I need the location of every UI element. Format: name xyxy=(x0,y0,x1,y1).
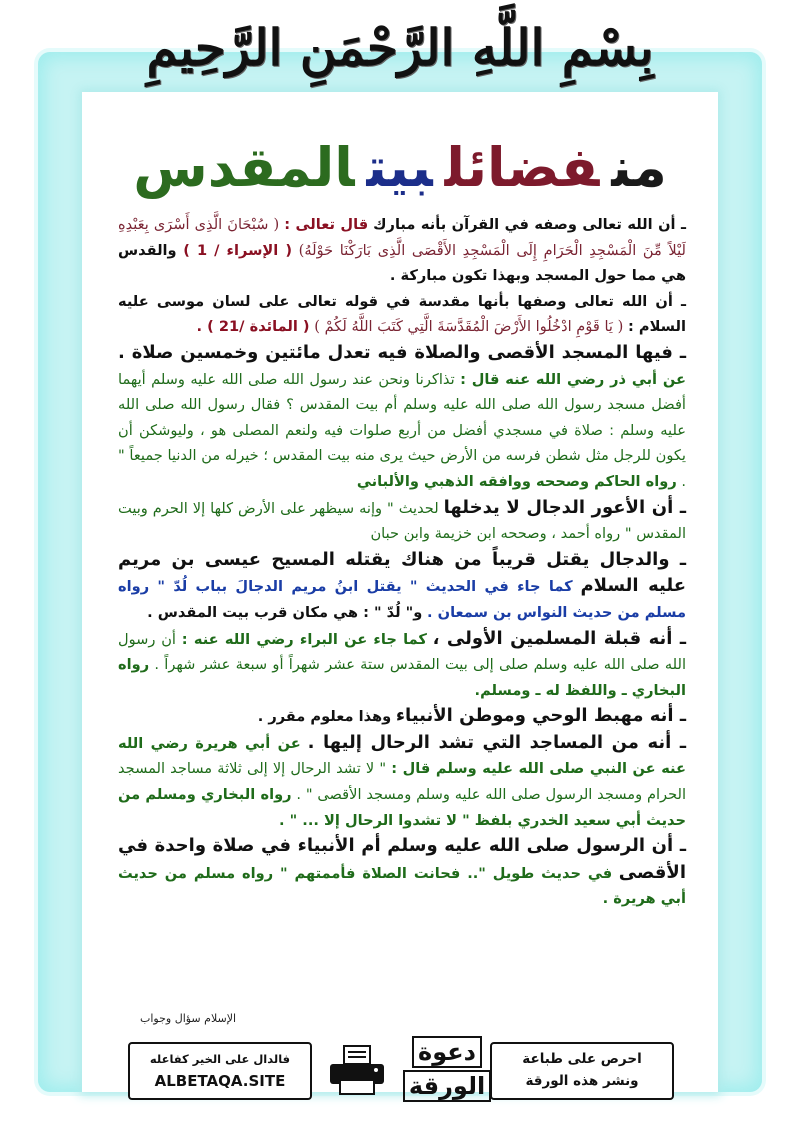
print-call-box xyxy=(490,1042,674,1100)
hadith-reference: رواه الحاكم وصححه ووافقه الذهبي والألباني xyxy=(356,472,677,490)
dawah-logo xyxy=(406,1038,488,1100)
virtue-heading: ـ أن الله تعالى وصفها بأنها مقدسة في قوله تعالى على لسان موسى عليه السلام : xyxy=(118,292,686,336)
quote-intro: قال تعالى : xyxy=(284,216,369,233)
printer-icon xyxy=(324,1044,390,1096)
virtue-blessed xyxy=(118,212,686,289)
virtue-heading: ـ فيها المسجد الأقصى والصلاة فيه تعدل مائتين وخمسين صلاة . xyxy=(118,341,686,363)
virtue-prayer xyxy=(118,340,686,495)
basmala-calligraphy: بِسْمِ اللَّهِ الرَّحْمَنِ الرَّحِيمِ xyxy=(146,18,654,77)
footer-bar xyxy=(128,1038,674,1100)
verse-reference: ( الإسراء / 1 ) xyxy=(183,241,293,259)
verse-reference: ( المائدة /21 ) . xyxy=(196,318,310,336)
hadith-text: في حديث طويل ".. فحانت الصلاة فأممتهم " رواه مسلم من حديث أبي هريرة . xyxy=(118,864,686,908)
hadith-text: تذاكرنا ونحن عند رسول الله صلى الله عليه وسلم أيهما أفضل مسجد رسول الله صلى الله عليه وسلم أم بيت المقدس ؟ فقال رسول الله صلى الله عليه وسلم : صلاة في مسجدي أفضل من أربع صلوات فيه ولنعم المصلى هو ، وليوشكن أن يكون للرجل مثل شطن فرسه من الأرض حيث يرى منه بيت المقدس ؛ خيرله من الدنيا جميعاً " . xyxy=(118,370,686,490)
title-word-1: من xyxy=(611,136,667,199)
title-word-3: بيت xyxy=(366,136,433,199)
virtue-note: والقدس هي مما حول المسجد وبهذا تكون مباركة . xyxy=(118,241,686,285)
hadith-text: كما جاء في الحديث " يقتل ابنُ مريم الدجالَ بباب لُدّ " رواه مسلم من حديث النواس بن سمعان . xyxy=(118,578,686,621)
page-title xyxy=(0,128,800,208)
hadith-text: أن رسول الله صلى الله عليه وسلم صلى إلى بيت المقدس ستة عشر شهراً أو سبعة عشر شهراً . xyxy=(118,630,687,674)
virtue-heading: ـ والدجال يقتل قريباً من هناك يقتله المسيح عيسى بن مريم عليه السلام xyxy=(118,548,686,597)
quran-verse: ( يَا قَوْمِ ادْخُلُوا الأَرْضَ الْمُقَدَّسَةَ الَّتِي كَتَبَ اللَّهُ لَكُمْ ) xyxy=(314,318,624,336)
virtue-revelation xyxy=(118,703,686,730)
website-box xyxy=(128,1042,312,1100)
hadith-source: عن أبي هريرة رضي الله عنه عن النبي صلى الله عليه وسلم قال : xyxy=(118,734,686,778)
virtue-imam xyxy=(118,833,686,912)
source-credit: الإسلام سؤال وجواب xyxy=(140,1012,237,1025)
hadith-text: لحديث " وإنه سيظهر على الأرض كلها إلا الحرم وبيت المقدس " رواه أحمد ، وصححه ابن خزيمة وابن حبان xyxy=(118,499,686,543)
print-call-line2: ونشر هذه الورقة xyxy=(525,1073,639,1089)
virtue-heading: ـ أنه مهبط الوحي وموطن الأنبياء xyxy=(395,705,686,727)
virtue-note: وهذا معلوم مقرر . xyxy=(257,708,392,726)
hadith-text: " لا تشد الرحال إلا إلى ثلاثة مساجد المسجد الحرام ومسجد الرسول صلى الله عليه وسلم ومسجد الأقصى " . xyxy=(118,760,687,804)
print-call-line1: احرص على طباعة xyxy=(522,1051,642,1067)
website-url[interactable]: ALBETAQA.SITE xyxy=(154,1072,286,1090)
logo-word-2: الورقة xyxy=(403,1070,491,1102)
place-note: و" لُدّ " : هي مكان قرب بيت المقدس . xyxy=(147,603,423,621)
virtue-heading: ـ أن الأعور الدجال لا يدخلها xyxy=(443,496,686,518)
title-word-2: فضائل xyxy=(444,136,600,199)
hadith-source: عن أبي ذر رضي الله عنه قال : xyxy=(460,370,686,388)
virtue-heading: ـ أنه من المساجد التي تشد الرحال إليها . xyxy=(307,731,687,753)
virtue-travel xyxy=(118,730,686,833)
title-word-4: المقدس xyxy=(133,136,355,199)
hadith-reference: رواه البخاري ـ واللفظ له ـ ومسلم. xyxy=(118,656,686,699)
quran-verse: ( سُبْحَانَ الَّذِى أَسْرَى بِعَبْدِهِ لَيْلاً مِّنَ الْمَسْجِدِ الْحَرَامِ إِلَى الْمَسْجِدِ الأَقْصَى الَّذِى بَارَكْنَا حَوْلَهُ) xyxy=(118,216,686,259)
virtue-isa xyxy=(118,547,686,626)
virtue-heading: ـ أن الرسول صلى الله عليه وسلم أم الأنبياء في صلاة واحدة في الأقصى xyxy=(118,835,686,883)
motto-line: فالدال على الخير كفاعله xyxy=(149,1052,291,1066)
hadith-source: كما جاء عن البراء رضي الله عنه : xyxy=(181,630,427,648)
virtue-heading: ـ أنه قبلة المسلمين الأولى ، xyxy=(432,627,686,649)
virtue-holy xyxy=(118,289,686,340)
virtue-heading: ـ أن الله تعالى وصفه في القرآن بأنه مبارك xyxy=(373,216,687,233)
logo-word-1: دعوة xyxy=(412,1036,482,1068)
virtue-qibla xyxy=(118,626,686,704)
article-body xyxy=(118,212,686,912)
hadith-reference: رواه البخاري ومسلم من حديث أبي سعيد الخدري بلفظ " لا تشدوا الرحال إلا ... " . xyxy=(118,786,686,829)
virtue-dajjal xyxy=(118,495,686,547)
